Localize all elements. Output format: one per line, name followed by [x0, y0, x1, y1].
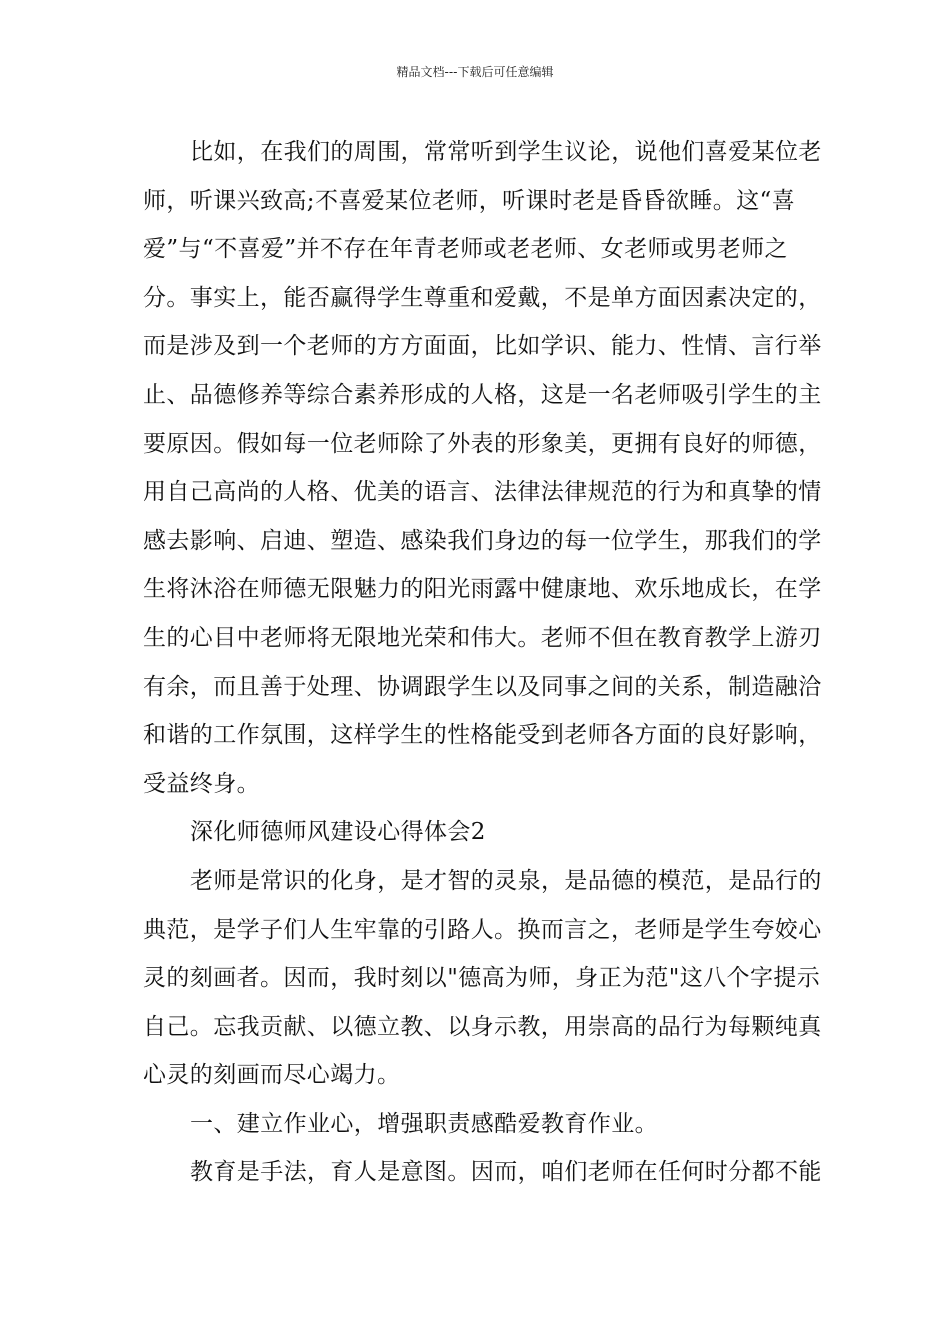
paragraph: [143, 128, 822, 808]
text-line: 老师是常识的化身，是才智的灵泉，是品德的模范，是品行的: [190, 867, 822, 894]
text-line: 教育是手法，育人是意图。因而，咱们老师在任何时分都不能: [190, 1159, 822, 1186]
text-line: 一、建立作业心，增强职责感酷爱教育作业。: [190, 1110, 658, 1137]
paragraph: [143, 808, 808, 857]
text-line: 灵的刻画者。因而，我时刻以"德高为师，身正为范"这八个字提示: [143, 965, 821, 992]
text-line: 爱”与“不喜爱”并不存在年青老师或老老师、女老师或男老师之: [143, 236, 788, 263]
text-line: 要原因。假如每一位老师除了外表的形象美，更拥有良好的师德，: [143, 430, 822, 457]
text-line: 止、品德修养等综合素养形成的人格，这是一名老师吸引学生的主: [143, 381, 822, 408]
text-line: 深化师德师风建设心得体会2: [190, 819, 486, 846]
text-line: 比如，在我们的周围，常常听到学生议论，说他们喜爱某位老: [190, 139, 822, 165]
paragraph-container: [143, 128, 822, 1197]
paragraph: [143, 1148, 822, 1197]
text-line: 感去影响、启迪、塑造、感染我们身边的每一位学生，那我们的学: [143, 527, 822, 554]
text-line: 有余，而且善于处理、协调跟学生以及同事之间的关系，制造融洽: [143, 673, 822, 700]
text-line: 生的心目中老师将无限地光荣和伟大。老师不但在教育教学上游刃: [143, 624, 822, 651]
text-line: 受益终身。: [143, 770, 260, 797]
paragraph: [143, 857, 822, 1100]
document-body: [143, 128, 822, 1197]
text-line: 生将沐浴在师德无限魅力的阳光雨露中健康地、欢乐地成长，在学: [143, 576, 822, 603]
paragraph: [143, 1100, 808, 1149]
page-header: 精品文档---下载后可任意编辑: [396, 65, 554, 79]
text-line: 师，听课兴致高;不喜爱某位老师，听课时老是昏昏欲睡。这“喜: [143, 187, 796, 214]
text-line: 自己。忘我贡献、以德立教、以身示教，用崇高的品行为每颗纯真: [143, 1013, 822, 1040]
text-line: 典范，是学子们人生牢靠的引路人。换而言之，老师是学生夸姣心: [143, 916, 822, 943]
text-line: 用自己高尚的人格、优美的语言、法律法律规范的行为和真挚的情: [143, 479, 822, 506]
text-line: 心灵的刻画而尽心竭力。: [143, 1062, 401, 1089]
text-line: 和谐的工作氛围，这样学生的性格能受到老师各方面的良好影响，: [143, 722, 822, 749]
text-line: 分。事实上，能否赢得学生尊重和爱戴，不是单方面因素决定的，: [143, 284, 822, 311]
text-line: 而是涉及到一个老师的方方面面，比如学识、能力、性情、言行举: [143, 333, 822, 360]
